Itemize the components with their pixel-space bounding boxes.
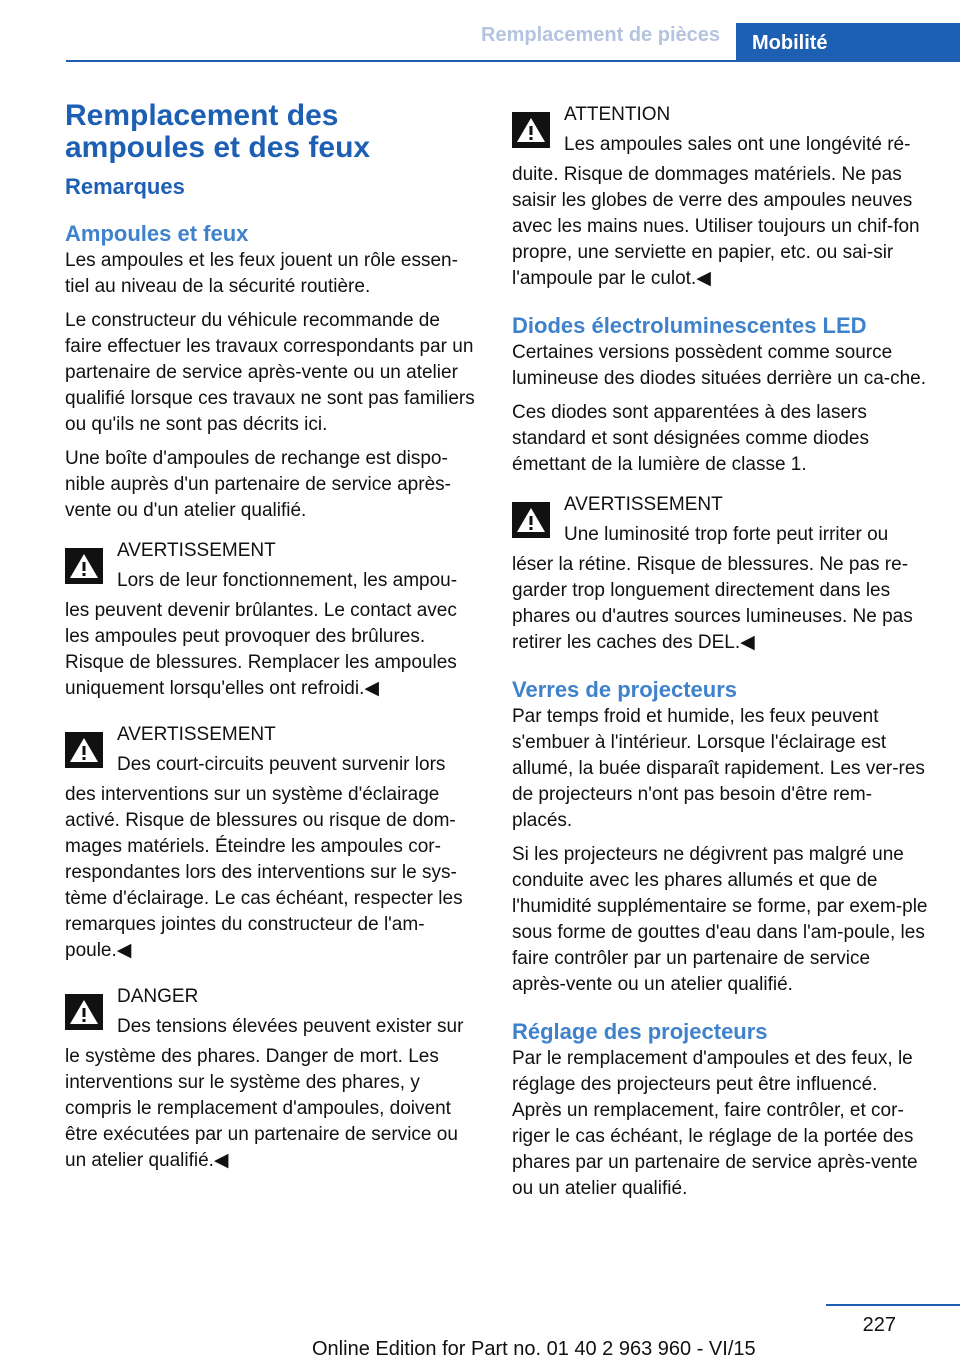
attention-title: ATTENTION bbox=[564, 104, 671, 125]
warning-block bbox=[65, 538, 481, 702]
header-chapter-tab: Mobilité bbox=[736, 23, 960, 62]
warning-text-first: Une luminosité trop forte peut irriter ou bbox=[564, 524, 889, 545]
warning-triangle-icon bbox=[65, 548, 103, 584]
warning-block bbox=[65, 722, 481, 964]
heading-ampoules-feux: Ampoules et feux bbox=[65, 221, 249, 246]
warning-text: léser la rétine. Risque de blessures. Ne pas re-garder trop longuement directement dans les phares ou d'autres sources lumineuses. Ne pas retirer les caches des DEL.◀ bbox=[512, 554, 913, 653]
warning-text: le système des phares. Danger de mort. Les interventions sur le système des phares, y compris le remplacement d'ampoules, doivent être exécutées par un partenaire de service ou un atelier qualifié.◀ bbox=[65, 1046, 458, 1171]
danger-title: DANGER bbox=[117, 986, 199, 1007]
heading-verres-projecteurs: Verres de projecteurs bbox=[512, 677, 738, 702]
warning-text: des interventions sur un système d'éclairage activé. Risque de blessures ou risque de dom-mages matériels. Éteindre les ampoules cor-respondantes lors des interventions sur le sys-tème d'éclairage. Le cas échéant, respecter les remarques jointes du constructeur de l'am-poule.◀ bbox=[65, 784, 463, 961]
warning-title: AVERTISSEMENT bbox=[564, 494, 723, 515]
paragraph: Certaines versions possèdent comme source lumineuse des diodes situées derrière un ca-che. bbox=[512, 342, 927, 389]
warning-text-first: Lors de leur fonctionnement, les ampou- bbox=[117, 570, 458, 591]
warning-text-first: Des tensions élevées peuvent exister sur bbox=[117, 1016, 464, 1037]
page-title: Remplacement des ampoules et des feux bbox=[65, 99, 371, 164]
warning-title: AVERTISSEMENT bbox=[117, 724, 276, 745]
paragraph: Le constructeur du véhicule recommande de faire effectuer les travaux correspondants par un partenaire de service après-vente ou un atelier qualifié lorsque ces travaux ne sont pas familiers ou qu'ils ne sont pas décrits ici. bbox=[65, 310, 475, 435]
warning-triangle-icon bbox=[512, 502, 550, 538]
right-column bbox=[512, 100, 928, 1210]
paragraph: Les ampoules et les feux jouent un rôle essen-tiel au niveau de la sécurité routière. bbox=[65, 250, 458, 297]
warning-triangle-icon bbox=[65, 732, 103, 768]
paragraph: Par le remplacement d'ampoules et des feux, le réglage des projecteurs peut être influencé. Après un remplacement, faire contrôler, et cor-riger le cas échéant, le réglage de la portée des phares par un partenaire de service après-vente ou un atelier qualifié. bbox=[512, 1048, 918, 1199]
section-title-remarques: Remarques bbox=[65, 174, 185, 199]
warning-triangle-icon bbox=[512, 112, 550, 148]
heading-diodes-led: Diodes électroluminescentes LED bbox=[512, 313, 867, 338]
left-column bbox=[65, 100, 481, 1194]
header-rule bbox=[66, 60, 738, 62]
paragraph: Une boîte d'ampoules de rechange est dispo-nible auprès d'un partenaire de service après-vente ou d'un atelier qualifié. bbox=[65, 448, 451, 521]
warning-text: duite. Risque de dommages matériels. Ne pas saisir les globes de verre des ampoules neuves avec les mains nues. Utiliser toujours un chif-fon propre, une serviette en papier, etc. ou sai-sir l'ampoule par le culot.◀ bbox=[512, 164, 920, 289]
paragraph: Par temps froid et humide, les feux peuvent s'embuer à l'intérieur. Lorsque l'éclairage est allumé, la buée disparaît rapidement. Les ver-res de projecteurs n'ont pas besoin d'être rem-placés. bbox=[512, 706, 925, 831]
warning-text-first: Des court-circuits peuvent survenir lors bbox=[117, 754, 446, 775]
heading-reglage-projecteurs: Réglage des projecteurs bbox=[512, 1019, 768, 1044]
paragraph: Si les projecteurs ne dégivrent pas malgré une conduite avec les phares allumés et que de l'humidité supplémentaire se forme, par exem-ple sous forme de gouttes d'eau dans l'am-poule, les faire contrôler par un partenaire de service après-vente ou un atelier qualifié. bbox=[512, 844, 928, 995]
warning-triangle-icon bbox=[65, 994, 103, 1030]
footer-edition: Online Edition for Part no. 01 40 2 963 960 - VI/15 bbox=[312, 1338, 756, 1360]
paragraph: Ces diodes sont apparentées à des lasers standard et sont désignées comme diodes émettant de la lumière de classe 1. bbox=[512, 402, 869, 475]
danger-block bbox=[65, 984, 481, 1174]
warning-title: AVERTISSEMENT bbox=[117, 540, 276, 561]
warning-text-first: Les ampoules sales ont une longévité ré- bbox=[564, 134, 911, 155]
footer-rule bbox=[826, 1304, 960, 1306]
warning-block bbox=[512, 492, 928, 656]
header-section-title: Remplacement de pièces bbox=[481, 24, 720, 46]
warning-text: les peuvent devenir brûlantes. Le contact avec les ampoules peut provoquer des brûlures. Risque de blessures. Remplacer les ampoules uniquement lorsqu'elles ont refroidi.◀ bbox=[65, 600, 457, 699]
page-number: 227 bbox=[862, 1314, 896, 1336]
attention-block bbox=[512, 102, 928, 292]
page-header bbox=[0, 0, 960, 62]
